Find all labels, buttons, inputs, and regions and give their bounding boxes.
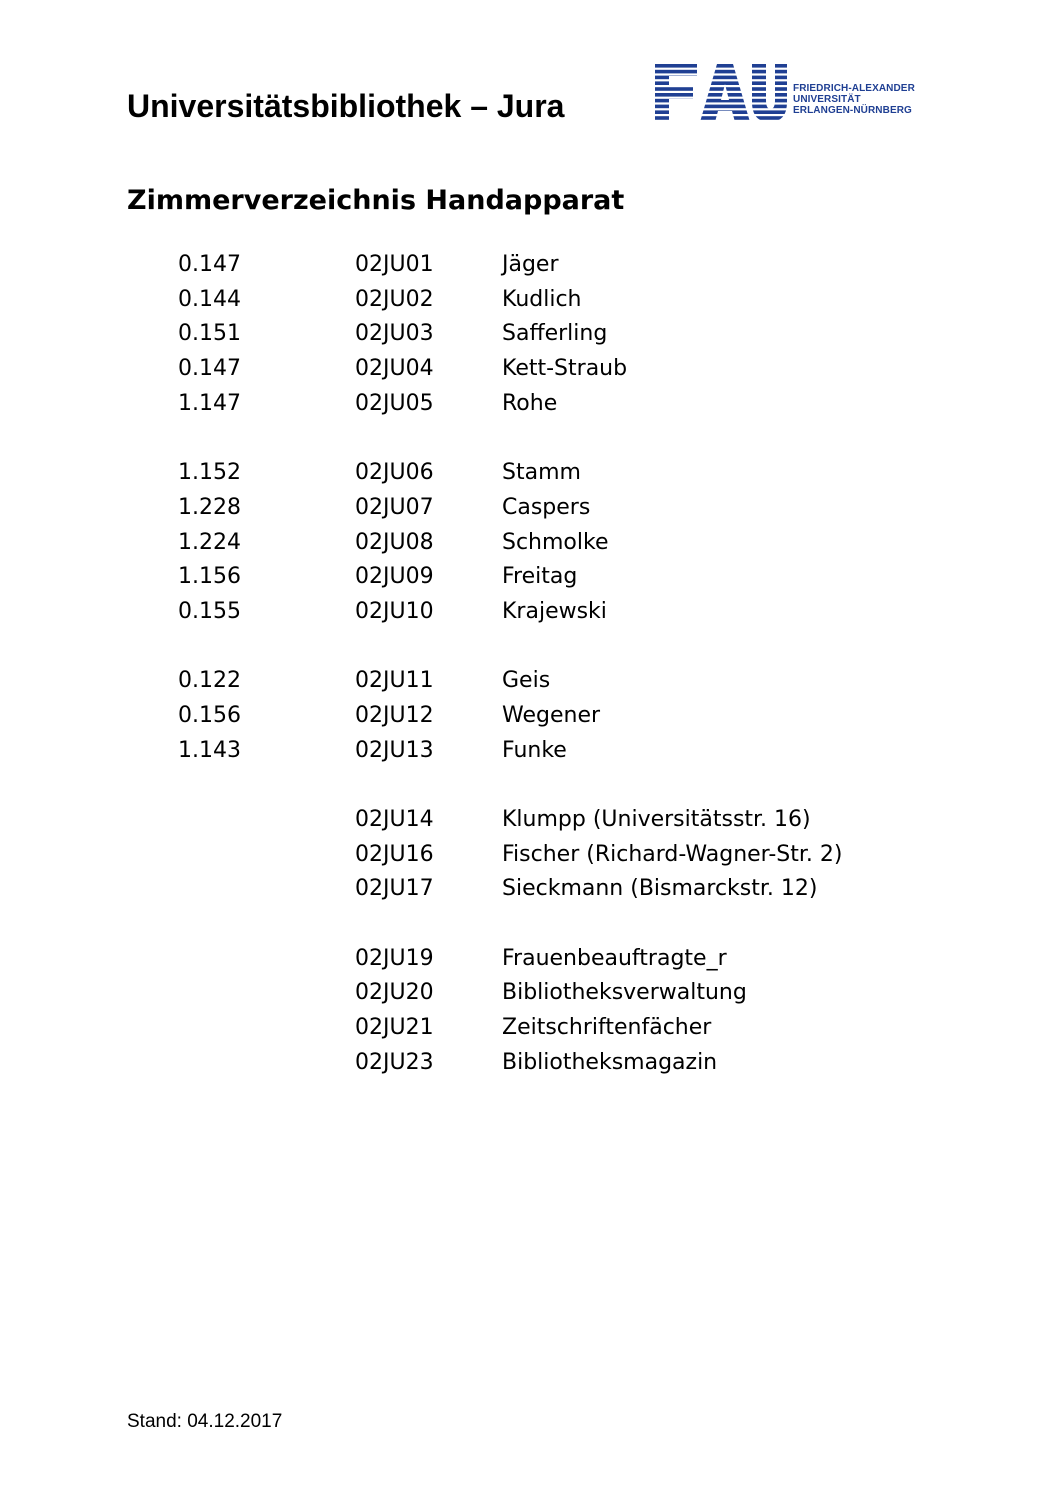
shelf-code: 02JU14 [355, 807, 434, 832]
room-number: 0.144 [178, 286, 241, 312]
directory-row [178, 976, 938, 1011]
directory-row [178, 595, 938, 630]
holder-name: Sieckmann (Bismarckstr. 12) [502, 876, 818, 902]
room-number: 0.147 [178, 356, 241, 382]
directory-row [178, 352, 938, 387]
shelf-code: 02JU12 [355, 702, 434, 728]
directory-row [178, 526, 938, 561]
directory-group [178, 664, 938, 768]
shelf-code: 02JU17 [355, 876, 434, 902]
room-number: 1.156 [178, 564, 241, 590]
shelf-code: 02JU03 [355, 321, 434, 347]
shelf-code: 02JU01 [355, 252, 434, 277]
holder-name: Safferling [502, 321, 608, 347]
section-title: Zimmerverzeichnis Handapparat [127, 185, 625, 216]
fau-wordmark-logo [655, 64, 787, 122]
directory-row [178, 317, 938, 352]
room-number: 0.151 [178, 321, 241, 347]
shelf-code: 02JU09 [355, 564, 434, 590]
holder-name: Funke [502, 737, 567, 763]
holder-name: Bibliotheksverwaltung [502, 980, 747, 1006]
holder-name: Freitag [502, 564, 578, 590]
shelf-code: 02JU02 [355, 286, 434, 312]
room-number: 0.156 [178, 702, 241, 728]
holder-name: Zeitschriftenfächer [502, 1015, 712, 1041]
holder-name: Klumpp (Universitätsstr. 16) [502, 807, 811, 832]
stand-date: Stand: 04.12.2017 [127, 1411, 283, 1432]
holder-name: Geis [502, 668, 551, 694]
fau-logo [655, 64, 937, 122]
directory-row [178, 734, 938, 769]
directory-row [178, 283, 938, 318]
directory-row [178, 491, 938, 526]
holder-name: Wegener [502, 702, 601, 728]
logo-line-1: FRIEDRICH-ALEXANDER [793, 83, 915, 94]
directory-group [178, 248, 938, 421]
directory-group [178, 456, 938, 629]
holder-name: Krajewski [502, 598, 607, 624]
shelf-code: 02JU21 [355, 1015, 434, 1041]
directory-group [178, 942, 938, 1081]
room-number: 1.224 [178, 529, 241, 555]
holder-name: Bibliotheksmagazin [502, 1049, 718, 1075]
directory-row [178, 560, 938, 595]
shelf-code: 02JU20 [355, 980, 434, 1006]
holder-name: Frauenbeauftragte_r [502, 945, 727, 971]
directory-row [178, 699, 938, 734]
shelf-code: 02JU13 [355, 737, 434, 763]
shelf-code: 02JU23 [355, 1049, 434, 1075]
room-number: 1.147 [178, 390, 241, 416]
room-number: 0.155 [178, 598, 241, 624]
shelf-code: 02JU11 [355, 668, 434, 694]
directory-row [178, 456, 938, 491]
directory-row [178, 1046, 938, 1081]
room-number: 1.228 [178, 494, 241, 520]
directory-row [178, 664, 938, 699]
holder-name: Fischer (Richard-Wagner-Str. 2) [502, 841, 843, 867]
directory-row [178, 387, 938, 422]
room-directory [178, 248, 938, 1115]
holder-name: Stamm [502, 460, 581, 486]
holder-name: Kudlich [502, 286, 582, 312]
shelf-code: 02JU04 [355, 356, 434, 382]
page-title: Universitätsbibliothek – Jura [127, 88, 565, 124]
room-number: 0.147 [178, 252, 241, 277]
directory-group [178, 803, 938, 907]
logo-line-3: ERLANGEN-NÜRNBERG [793, 105, 912, 116]
holder-name: Kett-Straub [502, 356, 628, 382]
fau-logo-text [793, 83, 915, 116]
holder-name: Rohe [502, 390, 558, 416]
room-number: 1.152 [178, 460, 241, 486]
room-number: 0.122 [178, 668, 241, 694]
holder-name: Jäger [502, 252, 559, 277]
holder-name: Schmolke [502, 529, 609, 555]
directory-row [178, 248, 938, 283]
shelf-code: 02JU07 [355, 494, 434, 520]
directory-row [178, 942, 938, 977]
directory-row [178, 1011, 938, 1046]
shelf-code: 02JU06 [355, 460, 434, 486]
directory-row [178, 838, 938, 873]
shelf-code: 02JU16 [355, 841, 434, 867]
logo-line-2: UNIVERSITÄT [793, 94, 861, 105]
directory-row [178, 803, 938, 838]
shelf-code: 02JU08 [355, 529, 434, 555]
shelf-code: 02JU19 [355, 945, 434, 971]
directory-row [178, 872, 938, 907]
shelf-code: 02JU10 [355, 598, 434, 624]
holder-name: Caspers [502, 494, 591, 520]
shelf-code: 02JU05 [355, 390, 434, 416]
room-number: 1.143 [178, 737, 241, 763]
